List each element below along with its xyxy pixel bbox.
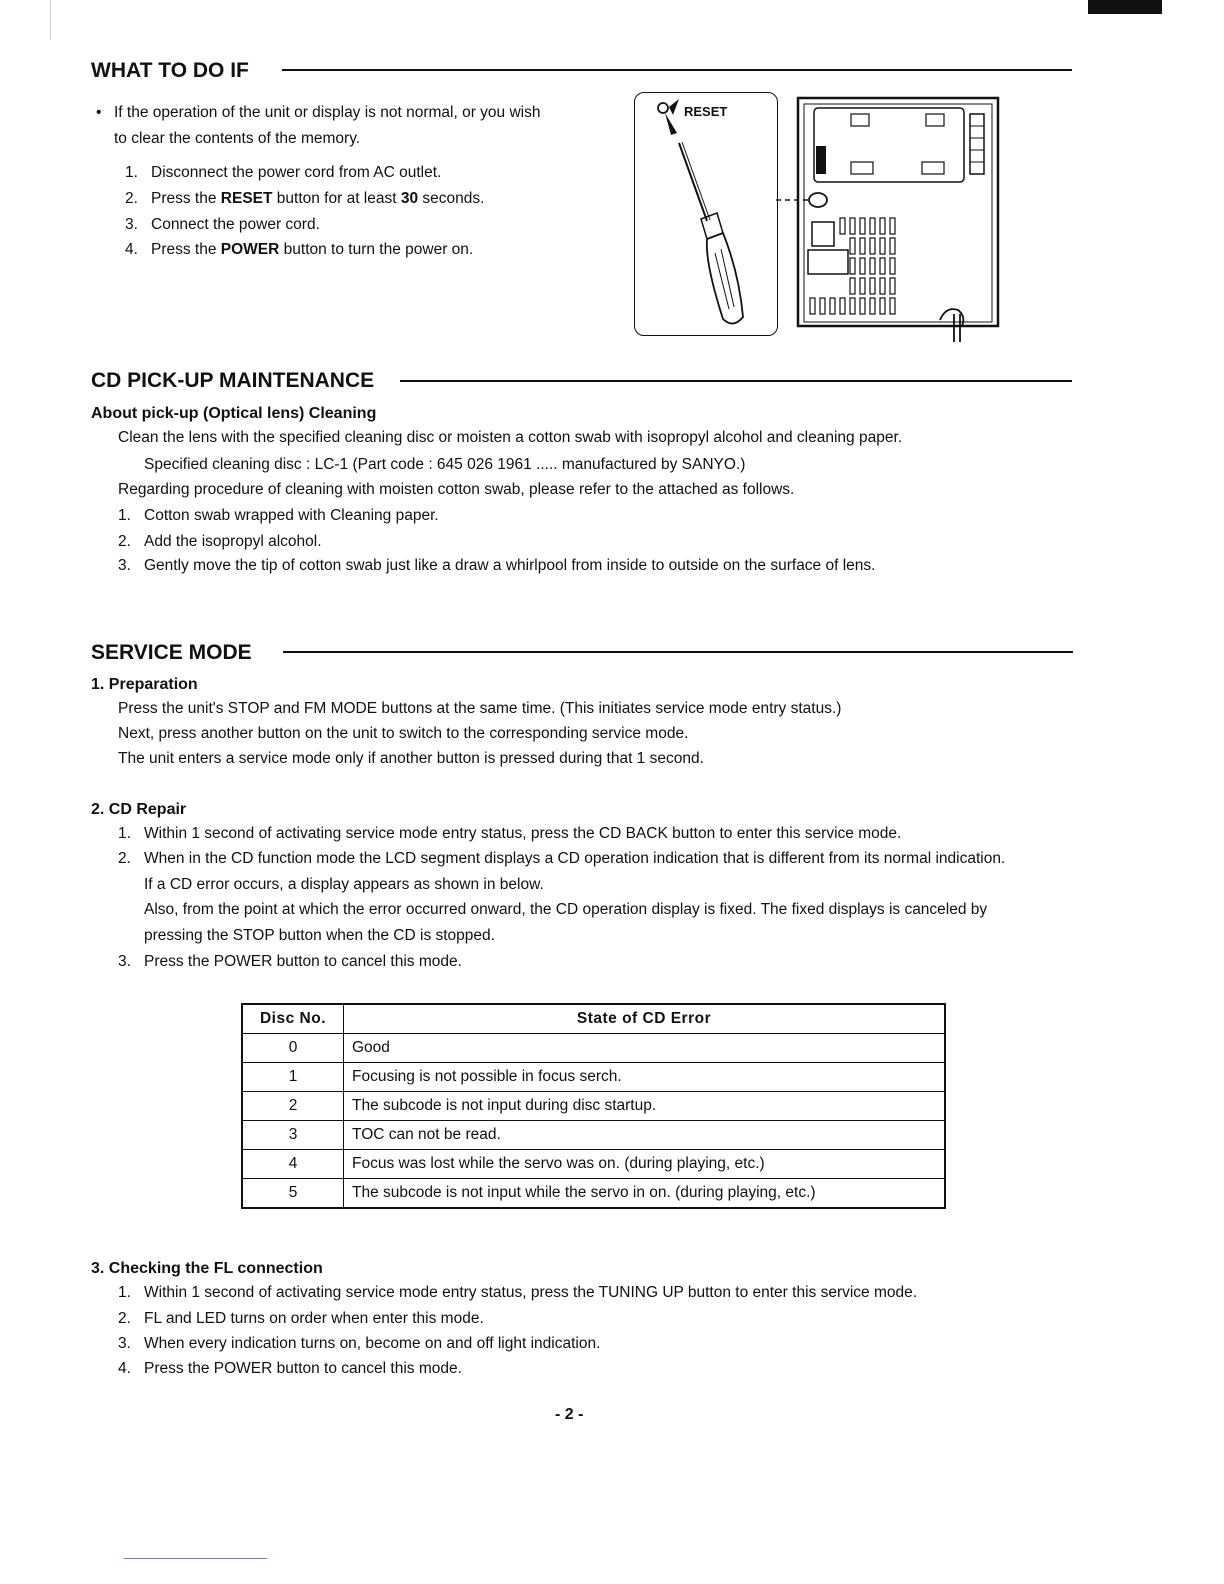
list-item: 1. Within 1 second of activating service mode entry status, press the TUNING UP button to enter this service mode. xyxy=(118,1284,918,1301)
heading-rule xyxy=(400,380,1072,382)
list-item: 2. Press the RESET button for at least 30 seconds. xyxy=(125,190,485,207)
subheading: 2. CD Repair xyxy=(91,801,187,818)
disc-number: 5 xyxy=(242,1179,344,1209)
list-item: 2. When in the CD function mode the LCD segment displays a CD operation indication that is different from its normal indication. xyxy=(118,850,1006,867)
error-state: The subcode is not input during disc startup. xyxy=(344,1092,946,1121)
list-item: 3. When every indication turns on, become on and off light indication. xyxy=(118,1335,601,1352)
reset-diagram-panel xyxy=(634,92,778,336)
paragraph-line: Clean the lens with the specified cleaning disc or moisten a cotton swab with isopropyl alcohol and cleaning paper. xyxy=(118,429,903,446)
list-item: 2. FL and LED turns on order when enter this mode. xyxy=(118,1310,484,1327)
section-heading-what-to-do-if: WHAT TO DO IF xyxy=(91,59,249,82)
error-state: Good xyxy=(344,1034,946,1063)
margin-line xyxy=(50,0,51,40)
paragraph-line: Press the unit's STOP and FM MODE buttons at the same time. (This initiates service mode entry status.) xyxy=(118,700,842,717)
list-item: 1. Disconnect the power cord from AC outlet. xyxy=(125,164,442,181)
paragraph-line: Next, press another button on the unit to switch to the corresponding service mode. xyxy=(118,725,689,742)
list-item: 2. Add the isopropyl alcohol. xyxy=(118,533,322,550)
section-heading-service-mode: SERVICE MODE xyxy=(91,641,252,664)
paragraph-line: Regarding procedure of cleaning with moisten cotton swab, please refer to the attached as follows. xyxy=(118,481,795,498)
table-row xyxy=(242,1063,945,1092)
subheading: About pick-up (Optical lens) Cleaning xyxy=(91,405,377,422)
table-row xyxy=(242,1150,945,1179)
list-item: 4. Press the POWER button to turn the power on. xyxy=(125,241,474,258)
list-item: 3. Press the POWER button to cancel this mode. xyxy=(118,953,462,970)
bottom-rule xyxy=(124,1558,267,1559)
subheading: 1. Preparation xyxy=(91,676,198,693)
list-item: 1. Cotton swab wrapped with Cleaning paper. xyxy=(118,507,439,524)
paragraph-line: Also, from the point at which the error occurred onward, the CD operation display is fixed. The fixed displays is canceled by xyxy=(144,901,988,918)
disc-number: 0 xyxy=(242,1034,344,1063)
list-item: 3. Gently move the tip of cotton swab just like a draw a whirlpool from inside to outside on the surface of lens. xyxy=(118,557,876,574)
paragraph-line: Specified cleaning disc : LC-1 (Part code : 645 026 1961 ..... manufactured by SANYO.) xyxy=(144,456,746,473)
list-item: 3. Connect the power cord. xyxy=(125,216,320,233)
bullet: • xyxy=(96,104,102,121)
header-disc-no: Disc No. xyxy=(242,1004,344,1034)
list-item: 4. Press the POWER button to cancel this mode. xyxy=(118,1360,462,1377)
error-state: Focusing is not possible in focus serch. xyxy=(344,1063,946,1092)
subheading: 3. Checking the FL connection xyxy=(91,1260,323,1277)
table-row xyxy=(242,1034,945,1063)
corner-scan-mark xyxy=(1088,0,1162,14)
cd-error-table xyxy=(241,1003,946,1209)
paragraph-line: If a CD error occurs, a display appears as shown in below. xyxy=(144,876,544,893)
disc-number: 2 xyxy=(242,1092,344,1121)
error-state: The subcode is not input while the servo in on. (during playing, etc.) xyxy=(344,1179,946,1209)
heading-rule xyxy=(283,651,1073,653)
heading-rule xyxy=(282,69,1072,71)
paragraph-line: pressing the STOP button when the CD is stopped. xyxy=(144,927,495,944)
intro-line: If the operation of the unit or display is not normal, or you wish xyxy=(114,104,541,121)
error-state: Focus was lost while the servo was on. (during playing, etc.) xyxy=(344,1150,946,1179)
error-state: TOC can not be read. xyxy=(344,1121,946,1150)
disc-number: 1 xyxy=(242,1063,344,1092)
page-number: - 2 - xyxy=(555,1406,584,1423)
section-heading-cd-pickup: CD PICK-UP MAINTENANCE xyxy=(91,369,375,392)
table-row xyxy=(242,1092,945,1121)
list-item: 1. Within 1 second of activating service mode entry status, press the CD BACK button to enter this service mode. xyxy=(118,825,902,842)
table-header-row xyxy=(242,1004,945,1034)
intro-line: to clear the contents of the memory. xyxy=(114,130,361,147)
reset-label: RESET xyxy=(684,104,728,119)
table-row xyxy=(242,1121,945,1150)
screwdriver-icon xyxy=(635,93,777,335)
disc-number: 4 xyxy=(242,1150,344,1179)
header-state: State of CD Error xyxy=(344,1004,946,1034)
table-row xyxy=(242,1179,945,1209)
paragraph-line: The unit enters a service mode only if another button is pressed during that 1 second. xyxy=(118,750,704,767)
unit-rear-panel-diagram xyxy=(776,92,1006,344)
disc-number: 3 xyxy=(242,1121,344,1150)
